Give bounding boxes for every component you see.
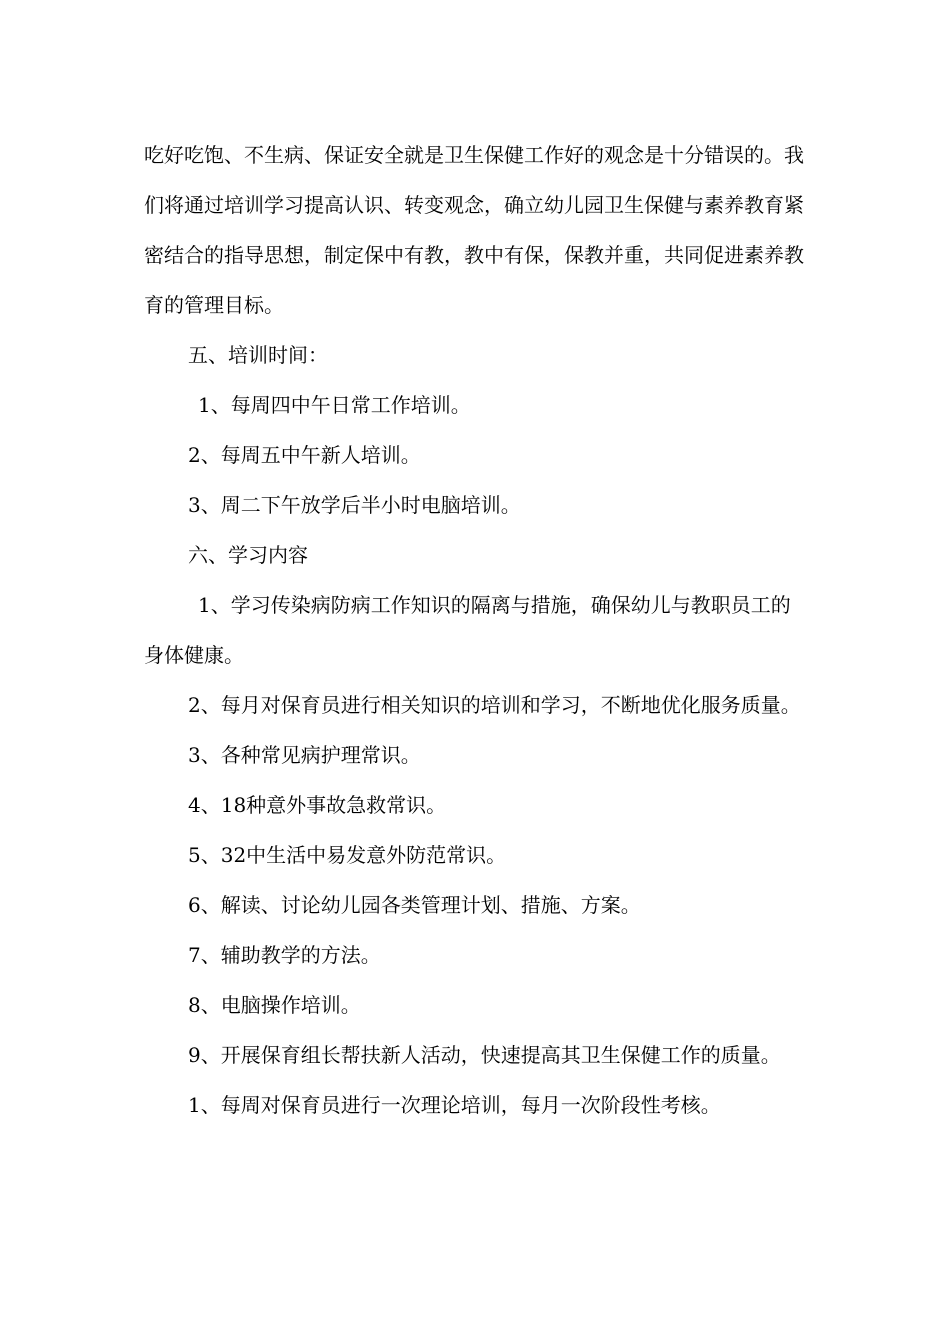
list-item-content-9: 9、开展保育组长帮扶新人活动，快速提高其卫生保健工作的质量。 — [188, 1043, 781, 1067]
list-item-content-8: 8、电脑操作培训。 — [188, 993, 361, 1017]
heading-training-time: 五、培训时间： — [188, 343, 328, 367]
list-item-training-2: 2、每周五中午新人培训。 — [188, 443, 421, 467]
list-item-training-3: 3、周二下午放学后半小时电脑培训。 — [188, 493, 521, 517]
list-item-content-1: 1、学习传染病防病工作知识的隔离与措施，确保幼儿与教职员工的身体健康。 — [144, 593, 791, 667]
list-item-training-1: 1、每周四中午日常工作培训。 — [198, 393, 471, 417]
list-item-content-7: 7、辅助教学的方法。 — [188, 943, 381, 967]
list-item-content-6: 6、解读、讨论幼儿园各类管理计划、措施、方案。 — [188, 893, 641, 917]
list-item-content-5: 5、32中生活中易发意外防范常识。 — [188, 843, 507, 867]
document-body — [144, 130, 810, 1130]
list-item-content-4: 4、18种意外事故急救常识。 — [188, 793, 447, 817]
list-item-assessment-1: 1、每周对保育员进行一次理论培训，每月一次阶段性考核。 — [188, 1093, 721, 1117]
paragraph-intro: 吃好吃饱、不生病、保证安全就是卫生保健工作好的观念是十分错误的。我们将通过培训学习提高认识、转变观念，确立幼儿园卫生保健与素养教育紧密结合的指导思想，制定保中有教，教中有保，保教并重，共同促进素养教育的管理目标。 — [144, 143, 804, 317]
list-item-content-3: 3、各种常见病护理常识。 — [188, 743, 421, 767]
heading-learning-content: 六、学习内容 — [188, 543, 308, 567]
list-item-content-2: 2、每月对保育员进行相关知识的培训和学习，不断地优化服务质量。 — [188, 693, 801, 717]
